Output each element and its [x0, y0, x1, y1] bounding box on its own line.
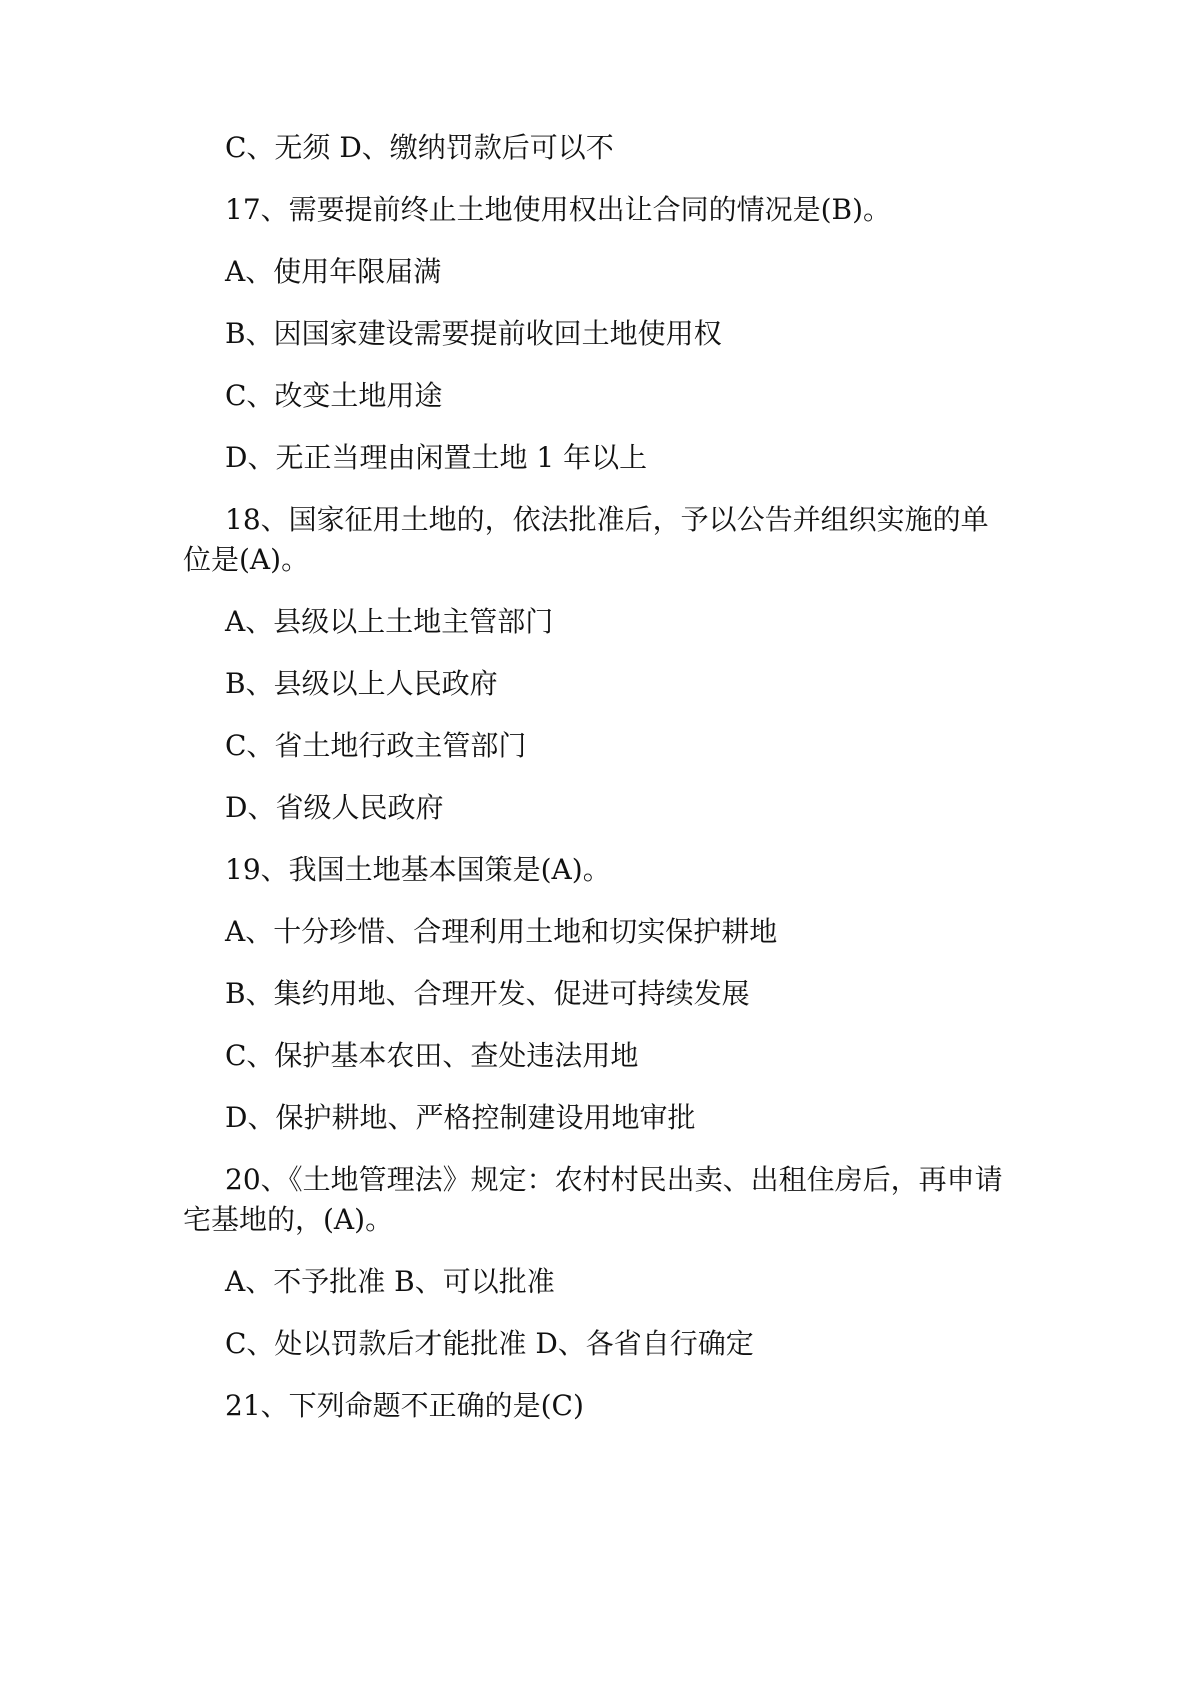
- option-18-c: C、省土地行政主管部门: [225, 729, 527, 762]
- option-17-b: B、因国家建设需要提前收回土地使用权: [225, 317, 722, 350]
- option-18-b: B、县级以上人民政府: [225, 667, 498, 700]
- document-body: [183, 128, 1013, 1448]
- option-19-b: B、集约用地、合理开发、促进可持续发展: [225, 977, 750, 1010]
- option-17-c: C、改变土地用途: [225, 379, 443, 412]
- option-20-c-d: C、处以罚款后才能批准 D、各省自行确定: [225, 1327, 754, 1360]
- option-19-a: A、十分珍惜、合理利用土地和切实保护耕地: [225, 915, 778, 948]
- option-19-d: D、保护耕地、严格控制建设用地审批: [225, 1101, 696, 1134]
- option-18-d: D、省级人民政府: [225, 791, 444, 824]
- option-17-d: D、无正当理由闲置土地 1 年以上: [225, 441, 648, 474]
- question-19: 19、我国土地基本国策是(A)。: [225, 853, 611, 886]
- question-20: 20、《土地管理法》规定：农村村民出卖、出租住房后，再申请宅基地的，(A)。: [183, 1163, 1003, 1236]
- option-16-c-d: C、无须 D、缴纳罚款后可以不: [225, 131, 614, 164]
- option-20-a-b: A、不予批准 B、可以批准: [225, 1265, 555, 1298]
- question-21: 21、下列命题不正确的是(C): [225, 1389, 584, 1422]
- question-18: 18、国家征用土地的，依法批准后，予以公告并组织实施的单位是(A)。: [183, 503, 989, 576]
- option-18-a: A、县级以上土地主管部门: [225, 605, 554, 638]
- question-17: 17、需要提前终止土地使用权出让合同的情况是(B)。: [225, 193, 892, 226]
- option-19-c: C、保护基本农田、查处违法用地: [225, 1039, 639, 1072]
- option-17-a: A、使用年限届满: [225, 255, 442, 288]
